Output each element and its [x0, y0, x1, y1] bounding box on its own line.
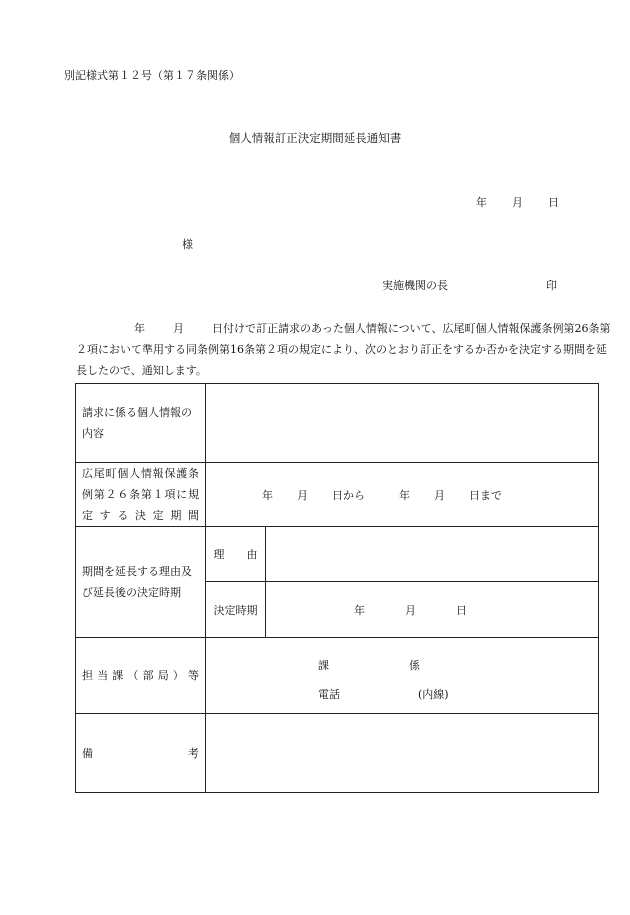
value-remarks[interactable]	[206, 714, 599, 793]
value-decision-period[interactable]	[206, 463, 599, 527]
period-from-day: 日から	[332, 488, 365, 502]
period-to-month: 月	[434, 488, 445, 502]
row-remarks	[76, 714, 599, 793]
label-department: 担当課（部局）等	[76, 638, 206, 714]
period-from-year: 年	[262, 488, 273, 502]
decision-day: 日	[456, 603, 467, 617]
issuer-label: 実施機関の長	[382, 279, 448, 292]
value-decision-date[interactable]	[266, 582, 599, 638]
row-decision-period	[76, 463, 599, 527]
label-personal-info: 請求に係る個人情報の内容	[76, 384, 206, 463]
row-department	[76, 638, 599, 714]
label-decision-period: 広尾町個人情報保護条例第２６条第１項に規定する決定期間	[76, 463, 206, 527]
notice-table	[75, 383, 599, 793]
body-month: 月	[173, 322, 184, 335]
body-text: 日付けで訂正請求のあった個人情報について、広尾町個人情報保護条例第26条第２項において準用する同条例第16条第２項の規定により、次のとおり訂正をするか否かを決定する期間を延長したので、通知します。	[76, 322, 611, 377]
row-personal-info	[76, 384, 599, 463]
period-to-year: 年	[399, 488, 410, 502]
body-year: 年	[134, 322, 145, 335]
form-number: 別記様式第１２号（第１７条関係）	[64, 69, 240, 82]
notice-body	[76, 318, 612, 381]
dept-kakari: 係	[409, 658, 420, 672]
label-reason: 理 由	[206, 527, 266, 582]
date-year: 年	[476, 196, 487, 209]
value-reason[interactable]	[266, 527, 599, 582]
seal-mark: 印	[546, 279, 557, 292]
decision-year: 年	[354, 603, 365, 617]
label-remarks: 備 考	[76, 714, 206, 793]
value-department[interactable]	[206, 638, 599, 714]
period-from-month: 月	[297, 488, 308, 502]
date-day: 日	[548, 196, 559, 209]
value-personal-info[interactable]	[206, 384, 599, 463]
row-extension-reason	[76, 527, 599, 582]
date-month: 月	[512, 196, 523, 209]
period-to-day: 日まで	[469, 488, 502, 502]
recipient-honorific: 様	[182, 238, 193, 251]
dept-ka: 課	[318, 658, 329, 672]
label-decision-date: 決定時期	[206, 582, 266, 638]
label-extension: 期間を延長する理由及び延長後の決定時期	[76, 527, 206, 638]
decision-month: 月	[405, 603, 416, 617]
document-title: 個人情報訂正決定期間延長通知書	[228, 131, 402, 145]
dept-extension: (内線)	[418, 687, 449, 701]
dept-phone: 電話	[318, 687, 340, 701]
